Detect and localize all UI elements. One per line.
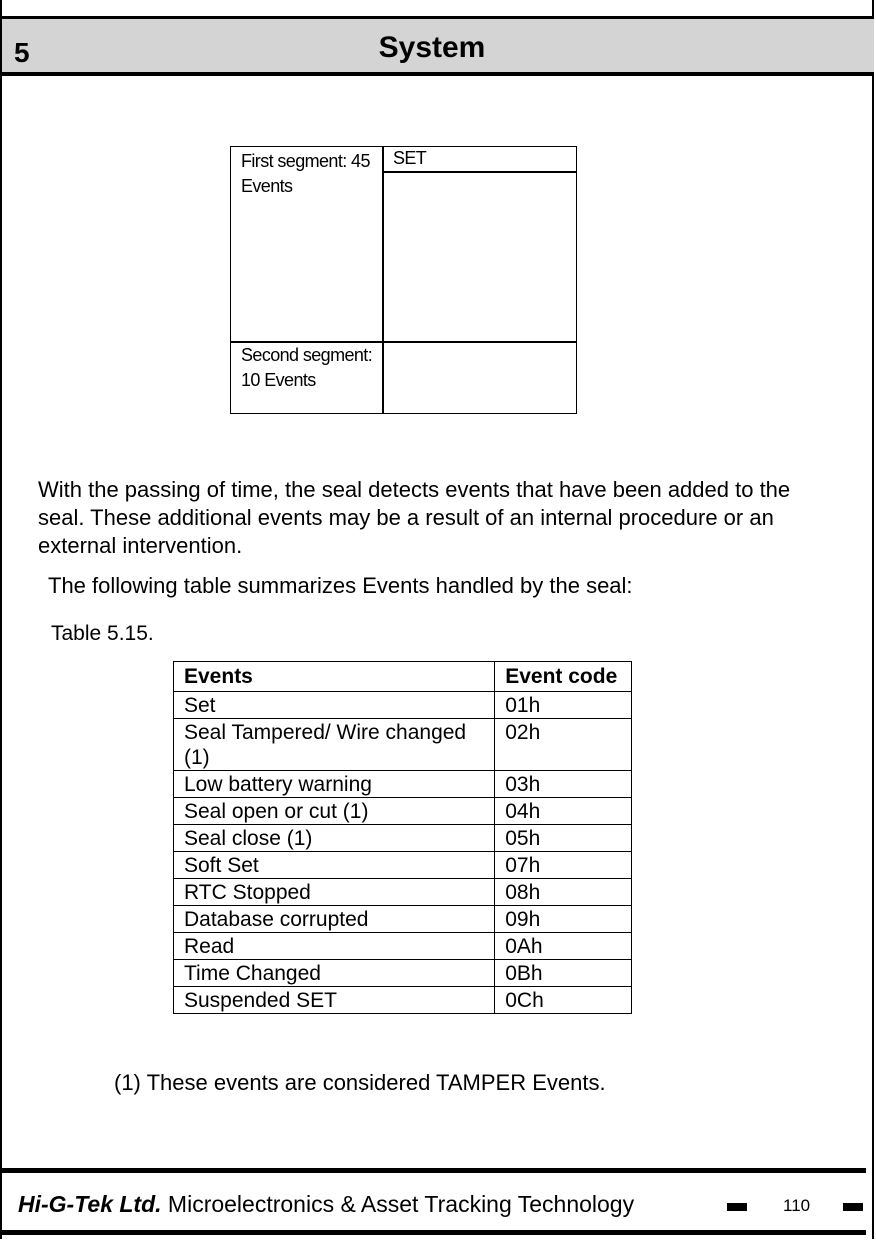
event-code-column-header: Event code (495, 662, 632, 692)
footer-rule-bottom (2, 1230, 866, 1235)
event-code-cell: 0Bh (495, 960, 632, 987)
set-entry-line (383, 171, 577, 173)
footer-marker-right (843, 1203, 863, 1211)
table-row (174, 719, 632, 771)
chapter-header (2, 16, 874, 76)
event-name-cell: Seal open or cut (1) (174, 798, 495, 825)
company-name: Hi-G-Tek Ltd. (18, 1191, 162, 1217)
event-code-cell: 0Ah (495, 933, 632, 960)
event-code-cell: 09h (495, 906, 632, 933)
table-row (174, 692, 632, 719)
event-name-cell: Seal Tampered/ Wire changed (1) (174, 719, 495, 771)
table-caption: Table 5.15. (51, 622, 154, 645)
second-segment-label: Second segment: 10 Events (241, 345, 373, 390)
event-name-cell: Read (174, 933, 495, 960)
table-row (174, 825, 632, 852)
events-table (173, 661, 632, 1014)
table-row (174, 933, 632, 960)
footer-rule-top (2, 1168, 866, 1173)
chapter-number: 5 (14, 37, 30, 68)
event-name-cell: Database corrupted (174, 906, 495, 933)
footer-company (18, 1191, 634, 1218)
table-row (174, 771, 632, 798)
event-name-cell: RTC Stopped (174, 879, 495, 906)
first-segment-label: First segment: 45 Events (241, 151, 370, 196)
event-name-cell: Set (174, 692, 495, 719)
tamper-footnote: (1) These events are considered TAMPER Events. (114, 1070, 606, 1095)
company-tagline: Microelectronics & Asset Tracking Technology (167, 1191, 635, 1217)
event-code-cell: 02h (495, 719, 632, 771)
table-row (174, 852, 632, 879)
event-code-cell: 05h (495, 825, 632, 852)
chapter-title: System (378, 31, 486, 64)
events-column-header: Events (174, 662, 495, 692)
event-code-cell: 03h (495, 771, 632, 798)
event-code-cell: 01h (495, 692, 632, 719)
event-name-cell: Seal close (1) (174, 825, 495, 852)
table-row (174, 987, 632, 1014)
table-row (174, 960, 632, 987)
page-number: 110 (783, 1196, 811, 1215)
event-code-cell: 08h (495, 879, 632, 906)
footer-marker-left (727, 1203, 747, 1211)
event-name-cell: Low battery warning (174, 771, 495, 798)
event-name-cell: Soft Set (174, 852, 495, 879)
event-name-cell: Suspended SET (174, 987, 495, 1014)
set-entry-label: SET (393, 148, 427, 168)
segment-diagram (230, 146, 577, 414)
table-intro-paragraph: The following table summarizes Events handled by the seal: (48, 573, 633, 598)
intro-paragraph: With the passing of time, the seal detects events that have been added to the seal. These additional events may be a result of an internal procedure or an external intervention. (38, 477, 791, 558)
event-code-cell: 0Ch (495, 987, 632, 1014)
table-row (174, 906, 632, 933)
segment-column-divider (382, 147, 384, 413)
event-name-cell: Time Changed (174, 960, 495, 987)
event-code-cell: 07h (495, 852, 632, 879)
table-row (174, 798, 632, 825)
table-row (174, 879, 632, 906)
table-header-row (174, 662, 632, 692)
event-code-cell: 04h (495, 798, 632, 825)
